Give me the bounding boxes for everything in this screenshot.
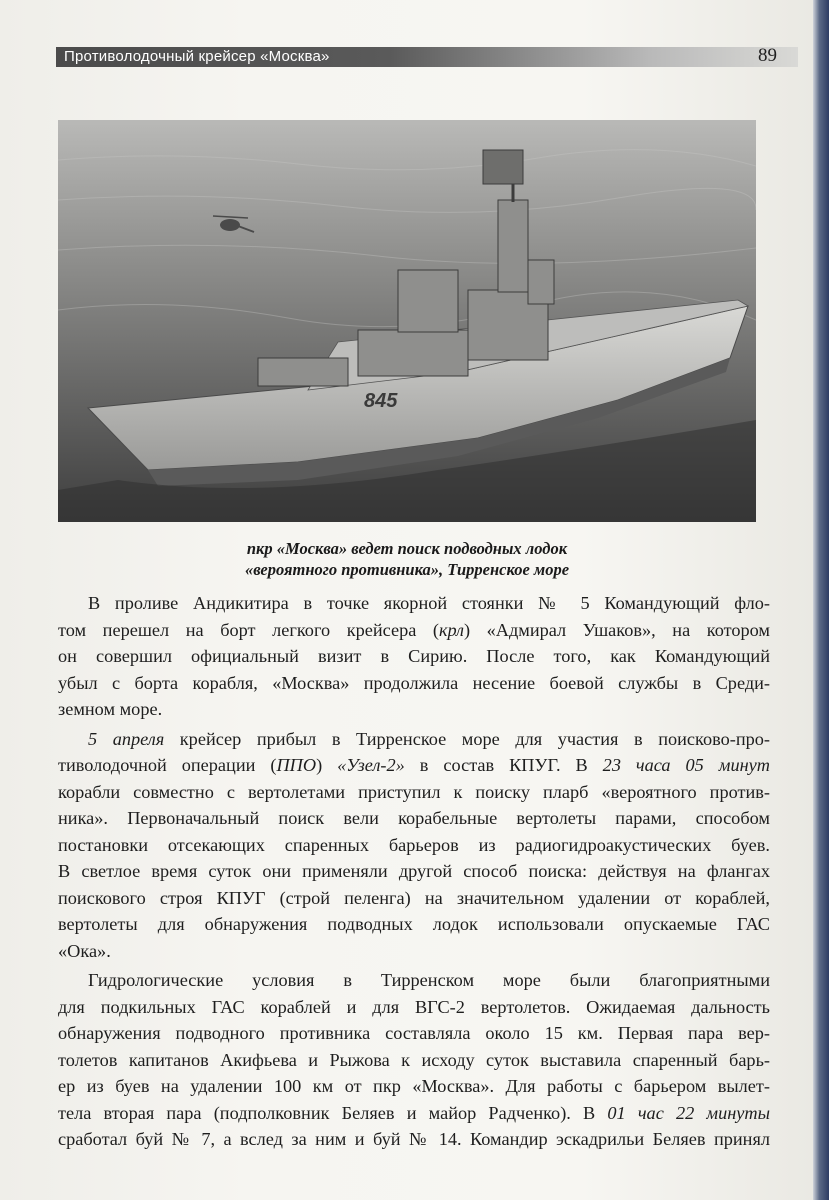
text-span: ) [316, 755, 338, 775]
photo-caption [58, 538, 756, 580]
text-span: поискового строя КПУГ (строй пеленга) на значительном удалении от кораблей, [58, 887, 770, 908]
text-span: он совершил официальный визит в Сирию. После того, как Командующий [58, 646, 770, 666]
paragraph [58, 726, 770, 965]
text-span: сработал буй № 7, а вслед за ним и буй № 14. Командир эскадрильи Беляев принял [58, 1129, 770, 1149]
text-span: В светлое время суток они применяли другой способ поиска: действуя на флангах [58, 861, 770, 881]
text-span: постановки отсекающих спаренных барьеров из радиогидроакустических буев. [58, 834, 770, 855]
text-span: Гидрологические условия в Тирренском море были благоприятными [88, 970, 770, 990]
text-span: для подкильных ГАС кораблей и для ВГС-2 вертолетов. Ожидаемая дальность [58, 996, 770, 1017]
text-span: вертолеты для обнаружения подводных лодок использовали опускаемые ГАС [58, 914, 770, 934]
italic-span: ППО [276, 755, 317, 775]
text-span: «Ока». [58, 940, 111, 961]
italic-span: «Узел-2» [337, 755, 405, 775]
page-number: 89 [758, 45, 777, 66]
text-line [58, 911, 770, 938]
italic-span: 23 часа 05 минут [602, 755, 770, 775]
ship-photo [58, 120, 756, 522]
text-line [58, 779, 770, 806]
text-line [58, 696, 770, 723]
text-line [58, 670, 770, 697]
italic-span: 5 апреля [88, 728, 165, 749]
text-span: убыл с борта корабля, «Москва» продолжила несение боевой службы в Среди- [58, 672, 770, 693]
text-span: земном море. [58, 699, 163, 719]
text-line [58, 1047, 770, 1074]
text-line [58, 590, 770, 617]
text-line [58, 938, 770, 965]
text-line [58, 967, 770, 994]
caption-line: «вероятного противника», Тирренское море [244, 560, 570, 579]
text-span: в состав КПУГ. В [404, 755, 603, 775]
caption-line: пкр «Москва» ведет поиск подводных лодок [246, 539, 568, 558]
running-header [56, 47, 798, 67]
text-span: ер из буев на удалении 100 км от пкр «Москва». Для работы с барьером вылет- [58, 1076, 770, 1096]
text-span: том перешел на борт легкого крейсера ( [58, 619, 439, 640]
text-span: корабли совместно с вертолетами приступил к поиску пларб «вероятного против- [58, 781, 770, 802]
text-span: толетов капитанов Акифьева и Рыжова к исходу суток выставила спаренный барь- [58, 1049, 770, 1070]
text-span: В проливе Андикитира в точке якорной стоянки № 5 Командующий фло- [88, 593, 770, 613]
text-span: ника». Первоначальный поиск вели корабельные вертолеты парами, способом [58, 808, 770, 828]
text-line [58, 1020, 770, 1047]
hull-number: 845 [364, 390, 398, 412]
paragraph [58, 967, 770, 1153]
italic-span: 01 час 22 минуты [607, 1102, 770, 1123]
text-span: тиволодочной операции ( [58, 755, 277, 775]
text-line [58, 994, 770, 1021]
text-line [58, 858, 770, 885]
body-text [58, 590, 770, 1153]
text-span: тела вторая пара (подполковник Беляев и майор Радченко). В [58, 1102, 608, 1123]
text-span: крейсер прибыл в Тирренское море для участия в поисково-про- [164, 728, 770, 749]
text-line [58, 752, 770, 779]
text-line [58, 1073, 770, 1100]
italic-span: крл [439, 619, 464, 640]
book-spine-edge [813, 0, 829, 1200]
text-line [58, 1100, 770, 1127]
text-span: обнаружения подводного противника составляла около 15 км. Первая пара вер- [58, 1023, 770, 1043]
text-line [58, 1126, 770, 1153]
running-header-title: Противолодочный крейсер «Москва» [64, 48, 330, 65]
paragraph [58, 590, 770, 723]
text-line [58, 643, 770, 670]
text-span: ) «Адмирал Ушаков», на котором [463, 619, 771, 640]
text-line [58, 805, 770, 832]
text-line [58, 726, 770, 753]
text-line [58, 832, 770, 859]
text-line [58, 885, 770, 912]
text-line [58, 617, 770, 644]
